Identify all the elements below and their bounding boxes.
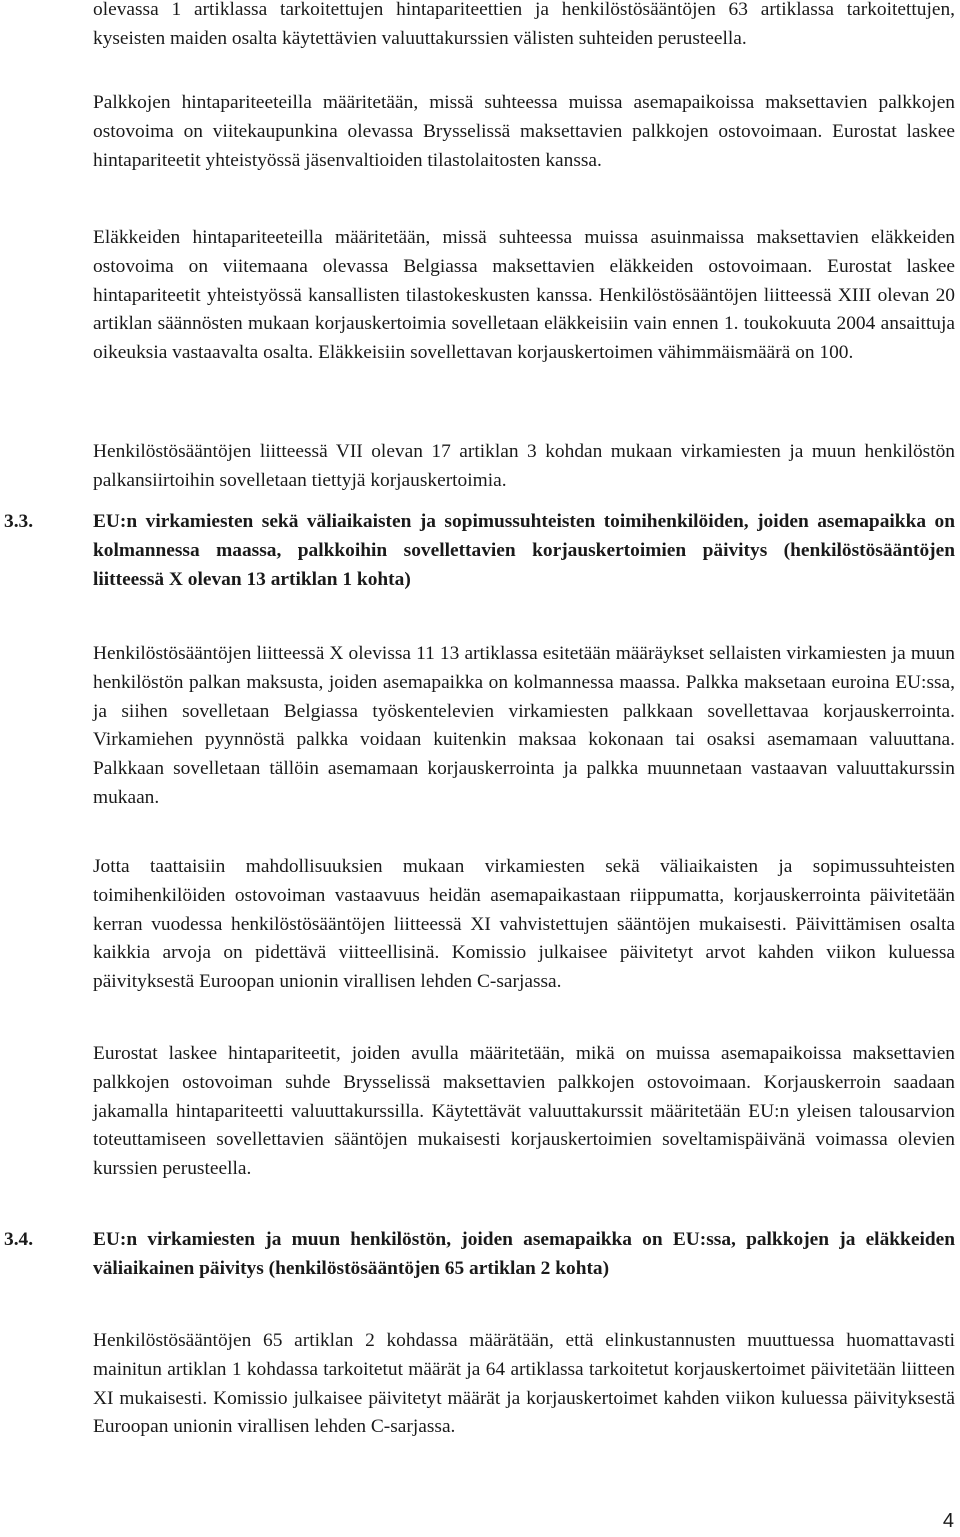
section-number: 3.3. [4,511,34,532]
paragraph-eurostat-coefficients: Eurostat laskee hintapariteetit, joiden avulla määritetään, mikä on muissa asemapaikoissa maksettavien palkkojen ostovoiman suhde Brysselissä maksettavien palkkojen ostovoimaan. Korjauskerroin saadaan jakamalla hintapariteetti valuuttakurssilla. Käytettävät valuuttakurssit määritetään EU:n yleisen talousarvion toteuttamiseen sovellettavien sääntöjen mukaisesti korjauskertoimien soveltamispäivänä voimassa olevien kurssien perusteella. [93,1043,955,1180]
section-heading-3-4 [0,1226,955,1284]
section-title: EU:n virkamiesten ja muun henkilöstön, joiden asemapaikka on EU:ssa, palkkojen ja eläkkeiden väliaikainen päivitys (henkilöstösääntöjen 65 artiklan 2 kohta) [93,1229,955,1279]
paragraph-third-country-pay: Henkilöstösääntöjen liitteessä X olevissa 11 13 artiklassa esitetään määräykset sellaisten virkamiesten ja muun henkilöstön palkan maksusta, joiden asemapaikka on kolmannessa maassa. Palkka maksetaan euroina EU:ssa, ja siihen sovelletaan Belgiassa työskentelevien virkamiesten palkkaan sovellettavaa korjauskerrointa. Virkamiehen pyynnöstä palkka voidaan kuitenkin maksaa kokonaan tai osaksi asemamaan valuuttana. Palkkaan sovelletaan tällöin asemamaan korjauskerrointa ja palkka muunnetaan vastaavan valuuttakurssin mukaan. [93,643,955,808]
paragraph-interim-update: Henkilöstösääntöjen 65 artiklan 2 kohdassa määrätään, että elinkustannusten muuttuessa huomattavasti mainitun artiklan 1 kohdassa tarkoitetut määrät ja 64 artiklassa tarkoitetut korjauskertoimet päivitetään liitteen XI mukaisesti. Komissio julkaisee päivitetyt määrät ja korjauskertoimet kahden viikon kuluessa päivityksestä Euroopan unionin virallisen lehden C-sarjassa. [93,1330,955,1438]
paragraph-exchange-rates: olevassa 1 artiklassa tarkoitettujen hintapariteettien ja henkilöstösääntöjen 63 artiklassa tarkoitettujen, kyseisten maiden osalta käytettävien valuuttakurssien välisten suhteiden perusteella. [93,0,955,49]
paragraph-salary-transfers: Henkilöstösääntöjen liitteessä VII olevan 17 artiklan 3 kohdan mukaan virkamiesten ja muun henkilöstön palkansiirtoihin sovelletaan tiettyjä korjauskertoimia. [93,441,955,491]
paragraph-pension-parities: Eläkkeiden hintapariteeteilla määritetään, missä suhteessa muissa asuinmaissa maksettavien eläkkeiden ostovoima on viitemaana olevassa Belgiassa maksettavien eläkkeiden ostovoimaan. Eurostat laskee hintapariteetit yhteistyössä kansallisten tilastokeskusten kanssa. Henkilöstösääntöjen liitteessä XIII olevan 20 artiklan säännösten mukaan korjauskertoimia sovelletaan eläkkeisiin vain ennen 1. toukokuuta 2004 ansaittuja oikeuksia vastaavalta osalta. Eläkkeisiin sovellettavan korjauskertoimen vähimmäismäärä on 100. [93,227,955,364]
page-number: 4 [942,1510,954,1532]
section-title: EU:n virkamiesten sekä väliaikaisten ja sopimussuhteisten toimihenkilöiden, joiden asemapaikka on kolmannessa maassa, palkkoihin sovellettavien korjauskertoimien päivitys (henkilöstösääntöjen liitteessä X olevan 13 artiklan 1 kohta) [93,511,955,590]
paragraph-annual-update: Jotta taattaisiin mahdollisuuksien mukaan virkamiesten sekä väliaikaisten ja sopimussuhteisten toimihenkilöiden ostovoiman vastaavuus heidän asemapaikastaan riippumatta, korjauskerrointa päivitetään kerran vuodessa henkilöstösääntöjen liitteessä XI vahvistettujen sääntöjen mukaisesti. Päivittämisen osalta kaikkia arvoja on pidettävä viitteellisinä. Komissio julkaisee päivitetyt arvot kahden viikon kuluessa päivityksestä Euroopan unionin virallisen lehden C-sarjassa. [93,856,955,993]
paragraph-salary-parities: Palkkojen hintapariteeteilla määritetään, missä suhteessa muissa asemapaikoissa maksettavien palkkojen ostovoima on viitekaupunkina olevassa Brysselissä maksettavien palkkojen ostovoimaan. Eurostat laskee hintapariteetit yhteistyössä jäsenvaltioiden tilastolaitosten kanssa. [93,92,955,171]
section-heading-3-3 [0,508,955,594]
section-number: 3.4. [4,1229,34,1250]
